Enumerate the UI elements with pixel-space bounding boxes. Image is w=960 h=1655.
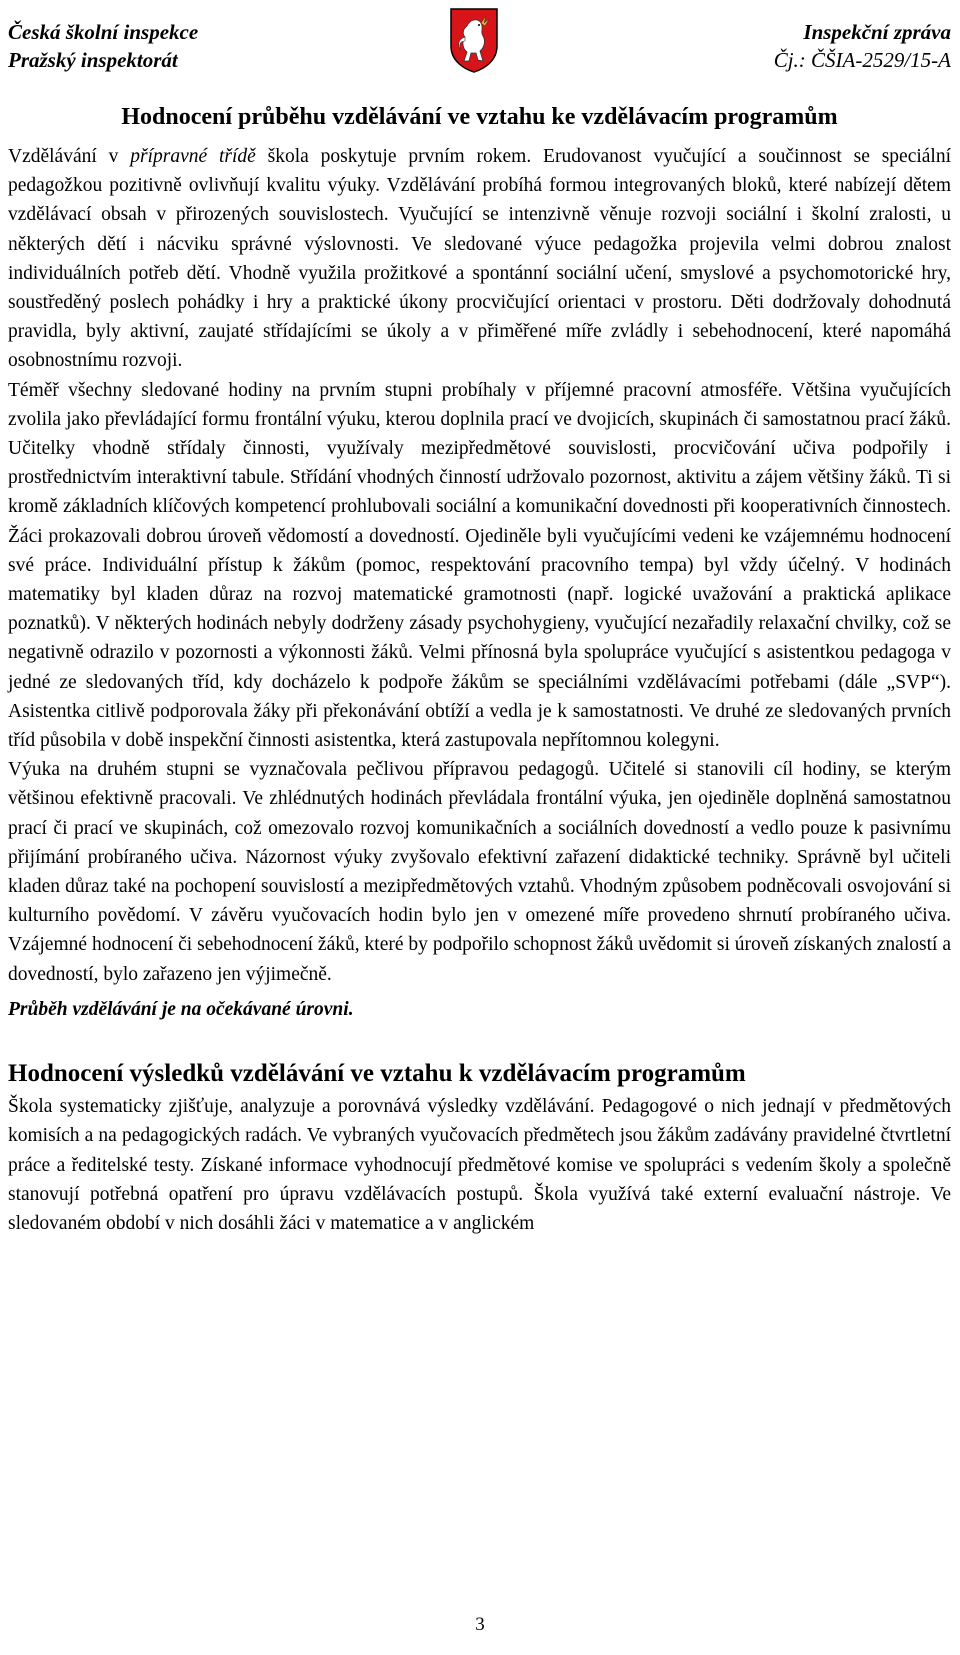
emphasis-text: přípravné třídě (130, 146, 256, 167)
document-body (8, 102, 951, 1238)
paragraph-preparatory-class (8, 142, 951, 376)
header-left (8, 18, 198, 74)
text-span: škola poskytuje prvním rokem. Erudovanost vyučující a součinnost se speciální pedagožkou pozitivně ovlivňují kvalitu výuky. Vzdělávání probíhá formou integrovaných bloků, které nabízejí dětem vzdělávací obsah v přirozených souvislostech. Vyučující se intenzivně věnuje rozvoji sociální i školní zralosti, u některých dětí i nácviku správné výslovnosti. Ve sledované výuce pedagožka projevila velmi dobrou znalost individuálních potřeb dětí. Vhodně využila prožitkové a spontánní sociální učení, smyslové a psychomotorické hry, soustředěný poslech pohádky i hry a praktické úkony procvičující orientaci v prostoru. Děti dodržovaly dohodnutá pravidla, byly aktivní, zaujaté střídajícími se úkoly a v přiměřené míře zvládly i sebehodnocení, které napomáhá osobnostnímu rozvoji. (8, 146, 952, 372)
paragraph-first-stage: Téměř všechny sledované hodiny na prvním stupni probíhaly v příjemné pracovní atmosféře. Většina vyučujících zvolila jako převládající formu frontální výuku, kterou doplnila prací ve dvojicích, skupinách či samostatnou prací žáků. Učitelky vhodně střídaly činnosti, využívaly mezipředmětové souvislosti, procvičování učiva podpořily i prostřednictvím interaktivní tabule. Střídání vhodných činností udržovalo pozornost, aktivitu a zájem většiny žáků. Ti si kromě základních klíčových kompetencí prohlubovali sociální a komunikační dovednosti při kooperativních činnostech. Žáci prokazovali dobrou úroveň vědomostí a dovedností. Ojediněle byli vyučujícími vedeni ke vzájemnému hodnocení své práce. Individuální přístup k žákům (pomoc, respektování pracovního tempa) byl vždy účelný. V hodinách matematiky byl kladen důraz na rozvoj matematické gramotnosti (např. logické uvažování a praktická aplikace poznatků). V některých hodinách nebyly dodrženy zásady psychohygieny, vyučující nezařadily relaxační chvilky, což se negativně odrazilo v pozornosti a výkonnosti žáků. Velmi přínosná byla spolupráce vyučující s asistentkou pedagoga v jedné ze sledovaných tříd, kdy docházelo k podpoře žákům se speciálními vzdělávacími potřebami (dále „SVP“). Asistentka citlivě podporovala žáky při překonávání obtíží a vedla je k samostatnosti. Ve druhé ze sledovaných prvních tříd působila v době inspekční činnosti asistentka, která zastupovala nepřítomnou kolegyni. (8, 379, 951, 752)
document-type: Inspekční zpráva (803, 20, 951, 44)
reference-number: Čj.: ČŠIA-2529/15-A (773, 48, 951, 72)
text-span: Vzdělávání v (8, 146, 131, 167)
section-heading-process: Hodnocení průběhu vzdělávání ve vztahu ke vzdělávacím programům (121, 104, 838, 130)
inspectorate-name: Pražský inspektorát (8, 48, 178, 72)
section-heading-results: Hodnocení výsledků vzdělávání ve vztahu k vzdělávacím programům (8, 1060, 746, 1088)
paragraph-results: Škola systematicky zjišťuje, analyzuje a porovnává výsledky vzdělávání. Pedagogové o nich jednají v předmětových komisích a na pedagogických radách. Ve vybraných vyučovacích předmětech jsou žákům zadávány pravidelné čtvrtletní práce a ředitelské testy. Získané informace vyhodnocují předmětové komise ve spolupráci s vedením školy a společně stanovují potřebná opatření pro úpravu vzdělávacích postupů. Škola využívá také externí evaluační nástroje. Ve sledovaném období v nich dosáhli žáci v matematice a v anglickém (8, 1096, 951, 1234)
paragraph-second-stage: Výuka na druhém stupni se vyznačovala pečlivou přípravou pedagogů. Učitelé si stanovili cíl hodiny, se kterým většinou efektivně pracovali. Ve zhlédnutých hodinách převládala frontální výuka, jen ojediněle doplněná samostatnou prací či prací ve skupinách, což omezovalo rozvoj komunikačních a sociálních dovedností a vedlo pouze k pasivnímu přijímání probíraného učiva. Názornost výuky zvyšovalo efektivní zařazení didaktické techniky. Správně byl učiteli kladen důraz také na pochopení souvislostí a mezipředmětových vztahů. Vhodným způsobem podněcovali osvojování si kulturního povědomí. V závěru vyučovacích hodin bylo jen v omezené míře provedeno shrnutí probíraného učiva. Vzájemné hodnocení či sebehodnocení žáků, které by podpořilo schopnost žáků uvědomit si úroveň získaných znalostí a dovedností, bylo zařazeno jen výjimečně. (8, 759, 951, 985)
state-emblem (448, 6, 500, 74)
page-number: 3 (475, 1614, 485, 1635)
org-name: Česká školní inspekce (8, 20, 199, 44)
header-right (774, 18, 951, 74)
verdict-process: Průběh vzdělávání je na očekávané úrovni. (8, 998, 354, 1020)
lion-emblem-icon (448, 6, 500, 74)
